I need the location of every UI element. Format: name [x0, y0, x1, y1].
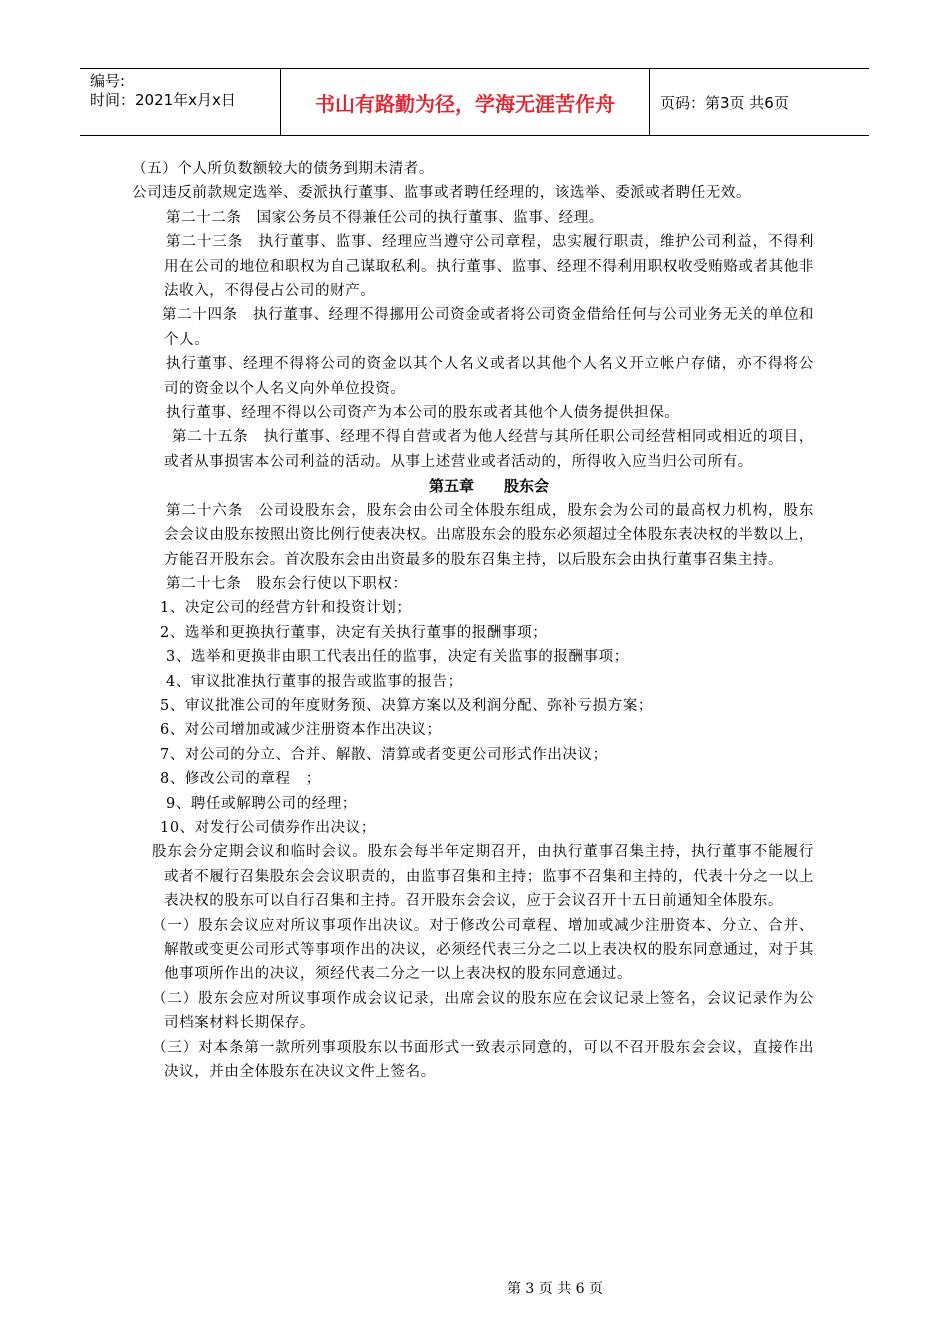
page-footer [0, 1278, 950, 1298]
footer-page-number: 第 3 页 共 6 页 [506, 1281, 604, 1297]
paragraph: 5、审议批准公司的年度财务预、决算方案以及利润分配、弥补亏损方案； [160, 697, 654, 714]
paragraph: （二）股东会应对所议事项作成会议记录，出席会议的股东应在会议记录上签名，会议记录作为公司档案材料长期保存。 [152, 990, 814, 1032]
paragraph: 第二十七条 股东会行使以下职权： [166, 575, 408, 592]
page-header [80, 68, 869, 136]
header-page-label: 页码：第3页 共6页 [660, 93, 789, 112]
paragraph-group-2 [152, 499, 814, 1085]
paragraph: 第二十五条 执行董事、经理不得自营或者为他人经营与其所任职公司经营相同或相近的项目，或者从事损害本公司利益的活动。从事上述营业或者活动的，所得收入应当归公司所有。 [164, 429, 814, 470]
paragraph: 3、选举和更换非由职工代表出任的监事，决定有关监事的报酬事项； [166, 649, 629, 666]
paragraph-group-1 [132, 157, 814, 474]
paragraph: 第二十三条 执行董事、监事、经理应当遵守公司章程，忠实履行职责，维护公司利益，不得利用在公司的地位和职权为自己谋取私利。执行董事、监事、经理不得利用职权收受贿赂或者其他非法收入，不得侵占公司的财产。 [164, 234, 814, 300]
paragraph: 1、决定公司的经营方针和投资计划； [160, 600, 412, 617]
paragraph: （一）股东会议应对所议事项作出决议。对于修改公司章程、增加或减少注册资本、分立、合并、解散或变更公司形式等事项作出的决议，必须经代表三分之二以上表决权的股东同意通过，对于其他事项所作出的决议，须经代表二分之一以上表决权的股东同意通过。 [152, 917, 814, 983]
document-body [132, 157, 814, 1084]
header-meta [80, 69, 281, 135]
paragraph: 2、选举和更换执行董事，决定有关执行董事的报酬事项； [160, 624, 548, 641]
paragraph: 6、对公司增加或减少注册资本作出决议； [160, 722, 442, 739]
paragraph: 10、对发行公司债券作出决议； [160, 819, 376, 836]
paragraph: 公司违反前款规定选举、委派执行董事、监事或者聘任经理的，该选举、委派或者聘任无效。 [132, 185, 752, 202]
paragraph: 第二十六条 公司设股东会，股东会由公司全体股东组成，股东会为公司的最高权力机构，股东会会议由股东按照出资比例行使表决权。出席股东会的股东必须超过全体股东表决权的半数以上，方能召开股东会。首次股东会由出资最多的股东召集主持，以后股东会由执行董事召集主持。 [164, 502, 814, 568]
paragraph: 第二十二条 国家公务员不得兼任公司的执行董事、监事、经理。 [166, 209, 604, 226]
paragraph: 执行董事、经理不得以公司资产为本公司的股东或者其他个人债务提供担保。 [166, 405, 680, 422]
paragraph: （三）对本条第一款所列事项股东以书面形式一致表示同意的，可以不召开股东会会议，直接作出决议，并由全体股东在决议文件上签名。 [152, 1039, 814, 1081]
paragraph: 第二十四条 执行董事、经理不得挪用公司资金或者将公司资金借给任何与公司业务无关的单位和个人。 [162, 307, 814, 348]
paragraph: 7、对公司的分立、合并、解散、清算或者变更公司形式作出决议； [160, 746, 608, 763]
paragraph: 股东会分定期会议和临时会议。股东会每半年定期召开，由执行董事召集主持，执行董事不能履行或者不履行召集股东会会议职责的，由监事召集和主持；监事不召集和主持的，代表十分之一以上表决权的股东可以自行召集和主持。召开股东会会议，应于会议召开十五日前通知全体股东。 [152, 844, 814, 910]
paragraph: 8、修改公司的章程 ； [160, 771, 321, 788]
document-time-label: 时间：2021年x月x日 [90, 91, 236, 109]
paragraph: 执行董事、经理不得将公司的资金以其个人名义或者以其他个人名义开立帐户存储，亦不得将公司的资金以个人名义向外单位投资。 [164, 356, 814, 397]
chapter-heading: 第五章 股东会 [428, 477, 549, 496]
paragraph: 9、聘任或解聘公司的经理； [166, 795, 358, 812]
document-number-label: 编号: [90, 72, 126, 90]
header-motto: 书山有路勤为径，学海无涯苦作舟 [281, 69, 650, 135]
paragraph: （五）个人所负数额较大的债务到期未清者。 [132, 161, 434, 177]
paragraph: 4、审议批准执行董事的报告或监事的报告； [166, 673, 463, 690]
